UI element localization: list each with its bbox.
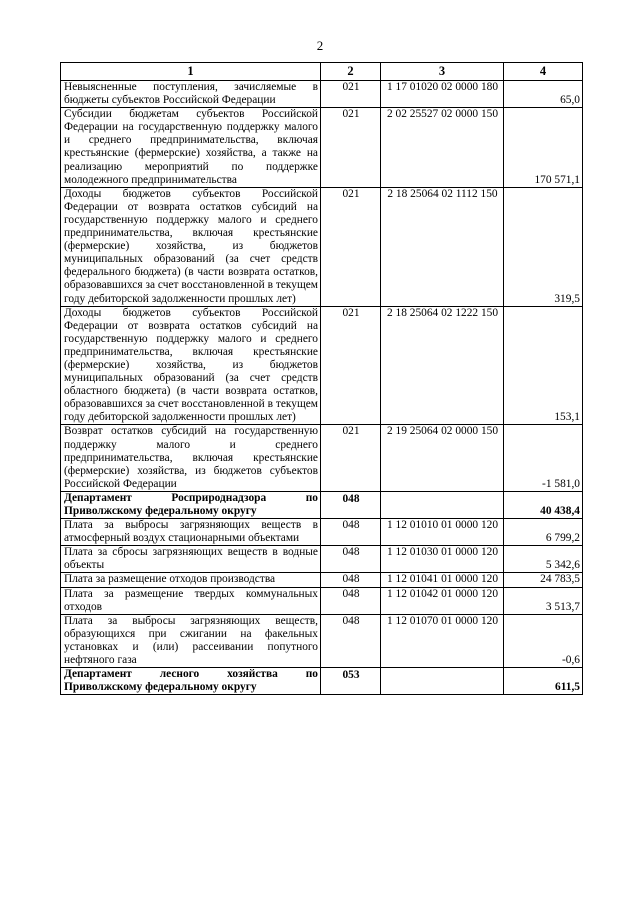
budget-classification-code [381, 668, 504, 695]
administrator-code: 053 [321, 668, 381, 695]
budget-classification-code: 2 02 25527 02 0000 150 [381, 108, 504, 188]
department-row [61, 491, 583, 518]
column-header-3: 3 [381, 63, 504, 81]
table-row [61, 519, 583, 546]
table-row [61, 614, 583, 667]
amount-value: 6 799,2 [504, 519, 583, 546]
administrator-code: 048 [321, 491, 381, 518]
revenue-description: Субсидии бюджетам субъектов Российской Федерации на государственную поддержку малого и среднего предпринимательства, включая крестьянские (фермерские) хозяйства, а также на реализацию мероприятий по поддержке молодежного предпринимательства [61, 108, 321, 188]
budget-classification-code: 1 17 01020 02 0000 180 [381, 81, 504, 108]
column-header-2: 2 [321, 63, 381, 81]
administrator-code: 048 [321, 573, 381, 587]
department-total: 40 438,4 [504, 491, 583, 518]
administrator-code: 048 [321, 519, 381, 546]
budget-classification-code: 2 18 25064 02 1222 150 [381, 306, 504, 425]
administrator-code: 048 [321, 587, 381, 614]
table-row [61, 425, 583, 491]
revenue-description: Возврат остатков субсидий на государственную поддержку малого и среднего предпринимательства, включая крестьянские (фермерские) хозяйства, из бюджетов субъектов Российской Федерации [61, 425, 321, 491]
budget-classification-code: 1 12 01010 01 0000 120 [381, 519, 504, 546]
revenue-table [60, 62, 583, 695]
amount-value: -1 581,0 [504, 425, 583, 491]
column-header-1: 1 [61, 63, 321, 81]
department-name: Департамент лесного хозяйства по Приволжскому федеральному округу [61, 668, 321, 695]
table-header-row [61, 63, 583, 81]
revenue-description: Невыясненные поступления, зачисляемые в бюджеты субъектов Российской Федерации [61, 81, 321, 108]
administrator-code: 021 [321, 108, 381, 188]
table-row [61, 587, 583, 614]
budget-classification-code: 1 12 01042 01 0000 120 [381, 587, 504, 614]
column-header-4: 4 [504, 63, 583, 81]
budget-classification-code: 2 19 25064 02 0000 150 [381, 425, 504, 491]
table-row [61, 306, 583, 425]
administrator-code: 048 [321, 546, 381, 573]
amount-value: 170 571,1 [504, 108, 583, 188]
page-number: 2 [316, 38, 324, 53]
budget-classification-code [381, 491, 504, 518]
department-name: Департамент Росприроднадзора по Приволжскому федеральному округу [61, 491, 321, 518]
budget-classification-code: 1 12 01070 01 0000 120 [381, 614, 504, 667]
budget-classification-code: 2 18 25064 02 1112 150 [381, 187, 504, 306]
amount-value: 5 342,6 [504, 546, 583, 573]
amount-value: 153,1 [504, 306, 583, 425]
administrator-code: 021 [321, 187, 381, 306]
amount-value: 319,5 [504, 187, 583, 306]
table-row [61, 108, 583, 188]
administrator-code: 021 [321, 425, 381, 491]
administrator-code: 021 [321, 306, 381, 425]
amount-value: 65,0 [504, 81, 583, 108]
revenue-description: Доходы бюджетов субъектов Российской Федерации от возврата остатков субсидий на государственную поддержку малого и среднего предпринимательства, включая крестьянские (фермерские) хозяйства, из бюджетов муниципальных образований (за счет средств областного бюджета) (в части возврата остатков, образовавшихся за счет восстановленной в текущем году дебиторской задолженности прошлых лет) [61, 306, 321, 425]
revenue-description: Плата за размещение отходов производства [61, 573, 321, 587]
amount-value: 24 783,5 [504, 573, 583, 587]
revenue-description: Плата за выбросы загрязняющих веществ в атмосферный воздух стационарными объектами [61, 519, 321, 546]
revenue-description: Плата за выбросы загрязняющих веществ, образующихся при сжигании на факельных установках и (или) рассеивании попутного нефтяного газа [61, 614, 321, 667]
table-row [61, 81, 583, 108]
table-row [61, 546, 583, 573]
department-total: 611,5 [504, 668, 583, 695]
table-row [61, 187, 583, 306]
budget-classification-code: 1 12 01041 01 0000 120 [381, 573, 504, 587]
table-row [61, 573, 583, 587]
amount-value: -0,6 [504, 614, 583, 667]
budget-classification-code: 1 12 01030 01 0000 120 [381, 546, 504, 573]
department-row [61, 668, 583, 695]
revenue-description: Плата за размещение твердых коммунальных отходов [61, 587, 321, 614]
administrator-code: 048 [321, 614, 381, 667]
revenue-description: Плата за сбросы загрязняющих веществ в водные объекты [61, 546, 321, 573]
administrator-code: 021 [321, 81, 381, 108]
revenue-description: Доходы бюджетов субъектов Российской Федерации от возврата остатков субсидий на государственную поддержку малого и среднего предпринимательства, включая крестьянские (фермерские) хозяйства, из бюджетов муниципальных образований (за счет средств федерального бюджета) (в части возврата остатков, образовавшихся за счет восстановленной в текущем году дебиторской задолженности прошлых лет) [61, 187, 321, 306]
amount-value: 3 513,7 [504, 587, 583, 614]
